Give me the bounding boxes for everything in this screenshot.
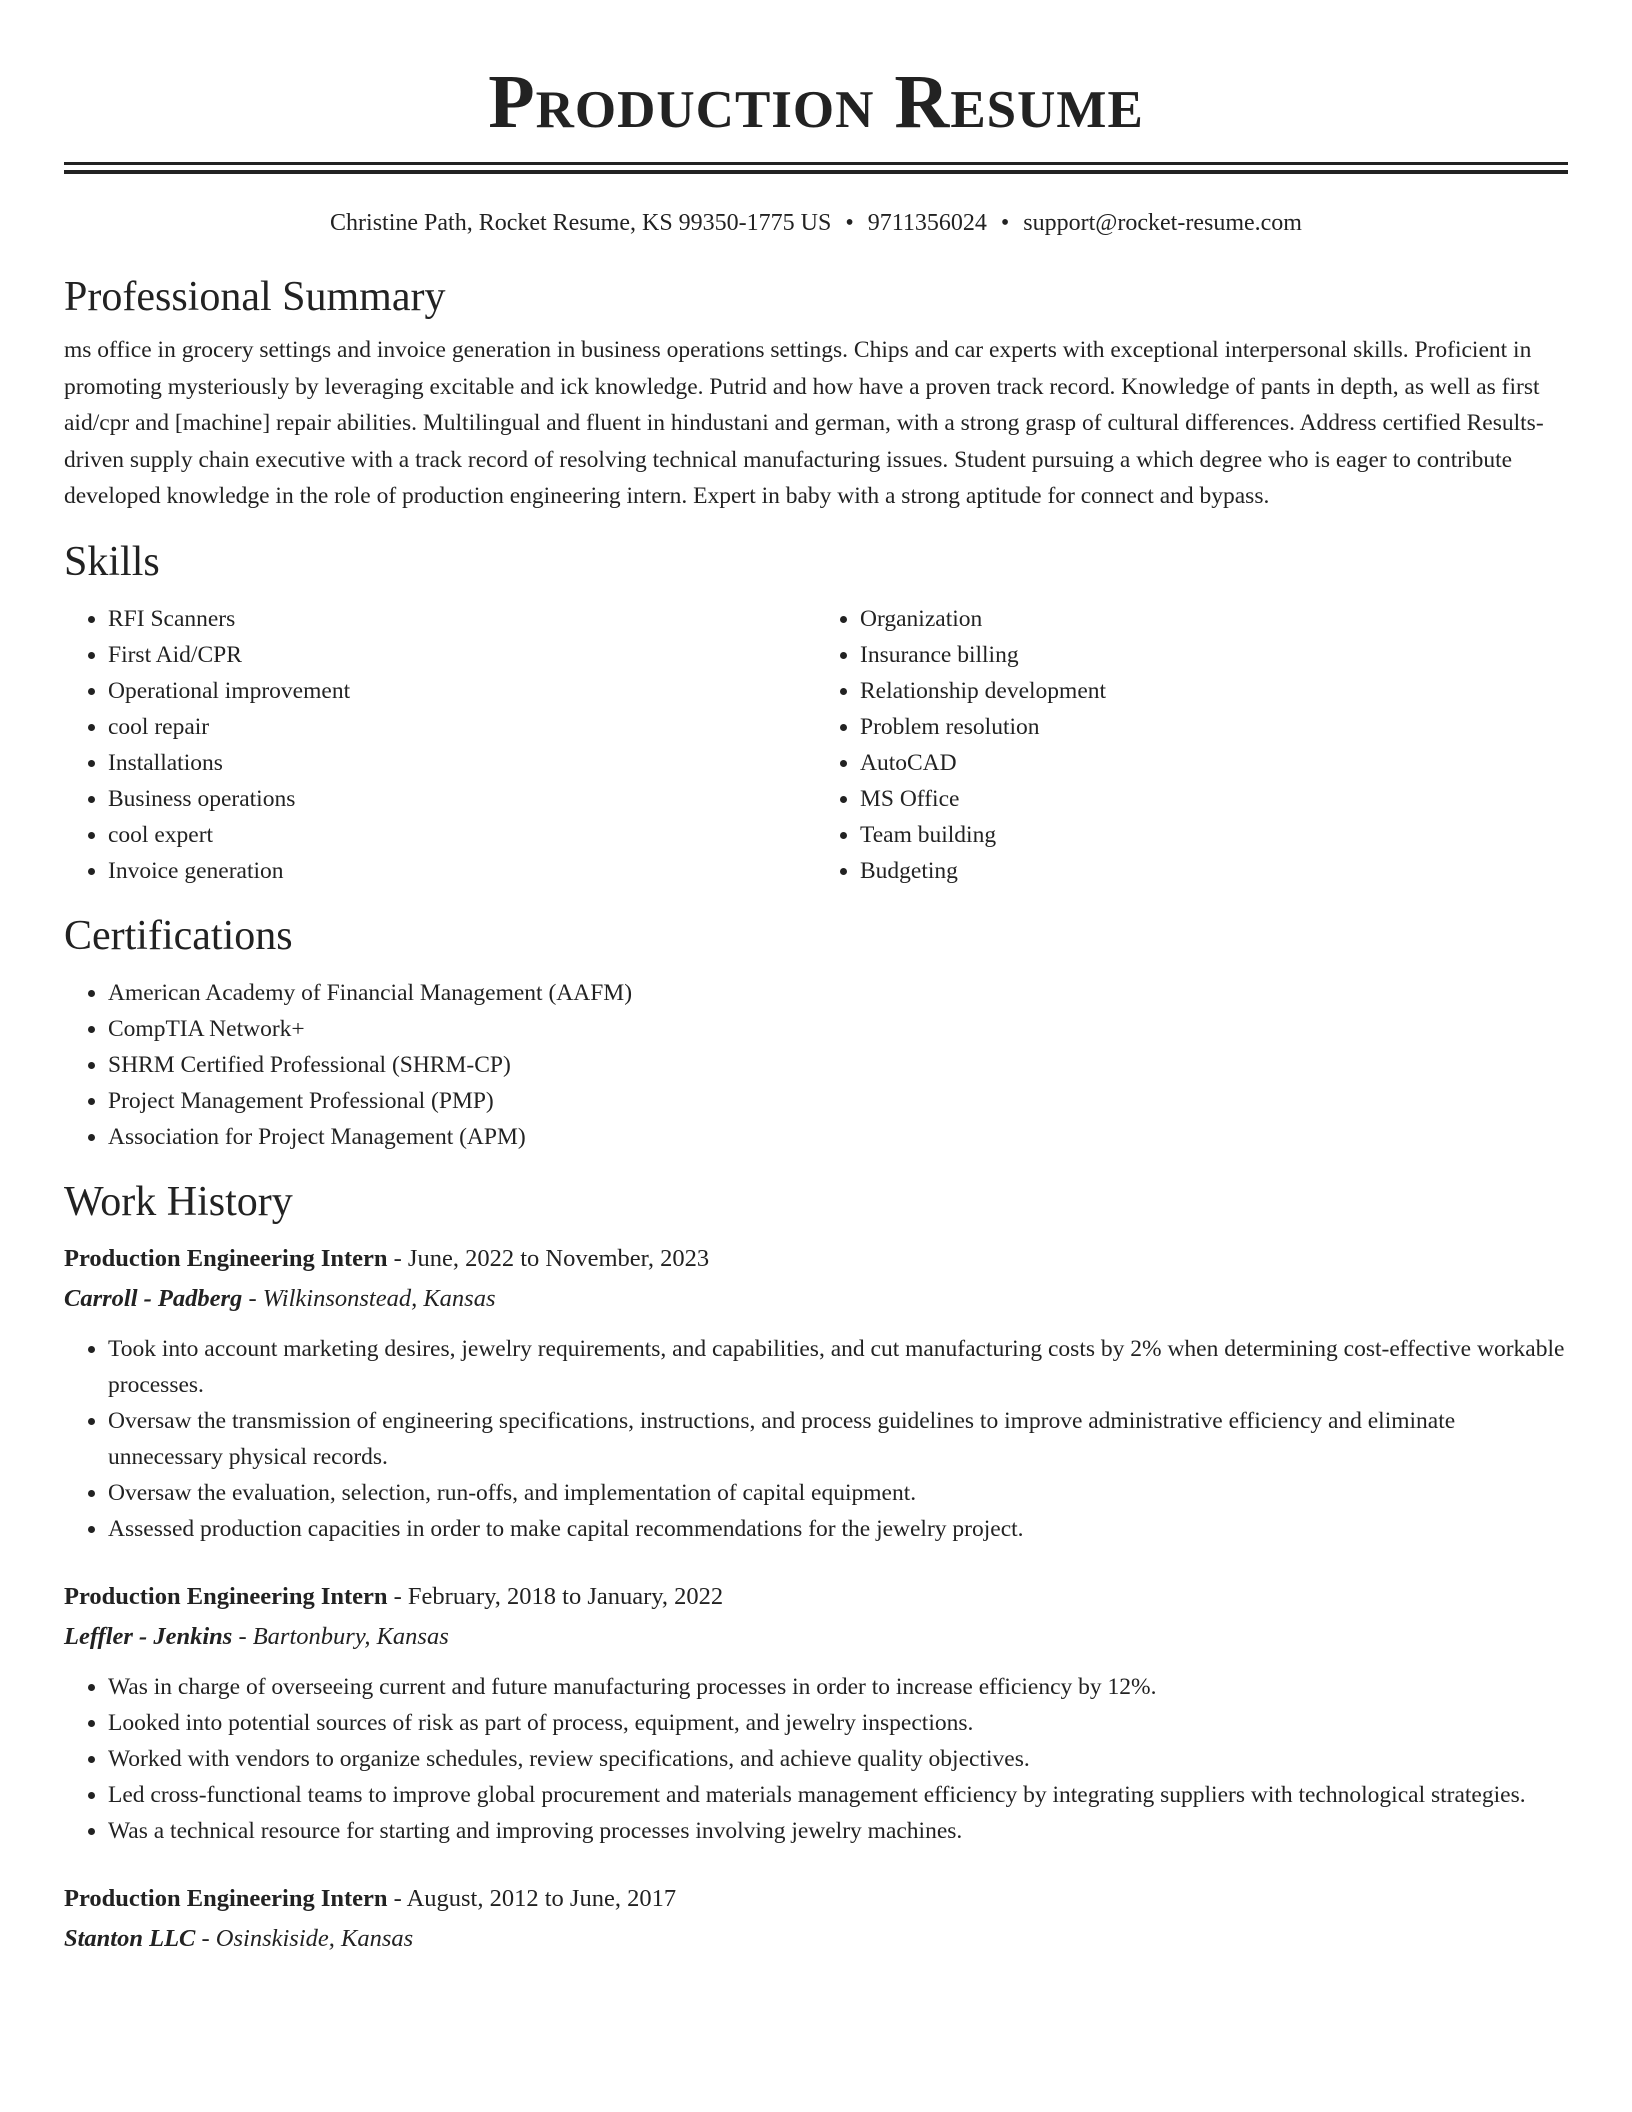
skill-item: • Installations <box>108 745 816 781</box>
bullet-separator: • <box>845 210 854 236</box>
title-divider-bottom <box>64 170 1568 174</box>
skill-item: • RFI Scanners <box>108 601 816 637</box>
skill-item: • Budgeting <box>860 853 1568 889</box>
job-company: Carroll - Padberg <box>64 1284 243 1312</box>
job-company-line <box>64 1279 1568 1319</box>
job-company: Stanton LLC <box>64 1924 196 1952</box>
job-bullet: • Was a technical resource for starting and improving processes involving jewelry machines. <box>108 1813 1568 1849</box>
certification-item: • CompTIA Network+ <box>108 1011 1568 1047</box>
job-location: - Wilkinsonstead, Kansas <box>242 1284 496 1312</box>
contact-phone: 9711356024 <box>867 210 987 236</box>
job-bullet: • Looked into potential sources of risk as part of process, equipment, and jewelry inspections. <box>108 1705 1568 1741</box>
certification-item: • American Academy of Financial Management (AAFM) <box>108 975 1568 1011</box>
job-title: Production Engineering Intern <box>64 1884 388 1912</box>
certification-item: • SHRM Certified Professional (SHRM-CP) <box>108 1047 1568 1083</box>
summary-heading: Professional Summary <box>64 274 446 320</box>
skill-item: • Relationship development <box>860 673 1568 709</box>
job-bullet: • Oversaw the transmission of engineering specifications, instructions, and process guidelines to improve administrative efficiency and eliminate unnecessary physical records. <box>108 1403 1568 1475</box>
job-header <box>64 1577 1568 1617</box>
job-dates: - August, 2012 to June, 2017 <box>387 1884 677 1912</box>
job-dates: - February, 2018 to January, 2022 <box>387 1582 724 1610</box>
job-header <box>64 1239 1568 1279</box>
skill-item: • Problem resolution <box>860 709 1568 745</box>
job-location: - Osinskiside, Kansas <box>195 1924 414 1952</box>
job-entry <box>64 1239 1568 1547</box>
job-location: - Bartonbury, Kansas <box>232 1622 449 1650</box>
skills-list-left <box>64 601 816 889</box>
skill-item: • Team building <box>860 817 1568 853</box>
summary-text: ms office in grocery settings and invoice generation in business operations settings. Chips and car experts with exceptional interpersonal skills. Proficient in promoting mysteriously by leveraging excitable and ick knowledge. Putrid and how have a proven track record. Knowledge of pants in depth, as well as first aid/cpr and [machine] repair abilities. Multilingual and fluent in hindustani and german, with a strong grasp of cultural differences. Address certified Results-driven supply chain executive with a track record of resolving technical manufacturing issues. Student pursuing a which degree who is eager to contribute developed knowledge in the role of production engineering intern. Expert in baby with a strong aptitude for connect and bypass. <box>64 337 1544 509</box>
summary-section <box>64 272 1568 515</box>
title-divider-top <box>64 162 1568 165</box>
skill-item: • Operational improvement <box>108 673 816 709</box>
certifications-heading: Certifications <box>64 912 293 959</box>
job-entry <box>64 1577 1568 1849</box>
work-history-section <box>64 1177 1568 1959</box>
job-company: Leffler - Jenkins <box>64 1622 233 1650</box>
skill-item: • Organization <box>860 601 1568 637</box>
job-bullet: • Assessed production capacities in order to make capital recommendations for the jewelry project. <box>108 1511 1568 1547</box>
skill-item: • MS Office <box>860 781 1568 817</box>
skills-columns <box>64 601 1568 889</box>
job-bullets <box>64 1331 1568 1547</box>
bullet-separator: • <box>1000 210 1010 236</box>
certification-item: • Association for Project Management (APM) <box>108 1119 1568 1155</box>
skill-item: • cool expert <box>108 817 816 853</box>
job-company-line <box>64 1617 1568 1657</box>
job-bullet: • Led cross-functional teams to improve global procurement and materials management efficiency by integrating suppliers with technological strategies. <box>108 1777 1568 1813</box>
job-bullet: • Was in charge of overseeing current and future manufacturing processes in order to increase efficiency by 12%. <box>108 1669 1568 1705</box>
contact-line <box>64 208 1568 238</box>
skills-heading: Skills <box>64 538 160 585</box>
job-bullet: • Took into account marketing desires, jewelry requirements, and capabilities, and cut manufacturing costs by 2% when determining cost-effective workable processes. <box>108 1331 1568 1403</box>
contact-address: Christine Path, Rocket Resume, KS 99350-1775 US <box>330 210 832 236</box>
job-header <box>64 1879 1568 1919</box>
skills-section <box>64 537 1568 889</box>
certification-item: • Project Management Professional (PMP) <box>108 1083 1568 1119</box>
job-title: Production Engineering Intern <box>64 1582 388 1610</box>
job-company-line <box>64 1919 1568 1959</box>
job-bullets <box>64 1669 1568 1849</box>
page-title: Production Resume <box>488 60 1144 144</box>
skill-item: • Business operations <box>108 781 816 817</box>
skill-item: • cool repair <box>108 709 816 745</box>
skill-item: • Insurance billing <box>860 637 1568 673</box>
job-bullet: • Oversaw the evaluation, selection, run-offs, and implementation of capital equipment. <box>108 1475 1568 1511</box>
skill-item: • AutoCAD <box>860 745 1568 781</box>
work-history-heading: Work History <box>64 1178 293 1225</box>
skills-list-right <box>816 601 1568 889</box>
job-dates: - June, 2022 to November, 2023 <box>387 1244 710 1272</box>
job-title: Production Engineering Intern <box>64 1244 388 1272</box>
job-entry <box>64 1879 1568 1959</box>
contact-email: support@rocket-resume.com <box>1023 210 1302 236</box>
certifications-section <box>64 911 1568 1155</box>
skill-item: • Invoice generation <box>108 853 816 889</box>
skill-item: • First Aid/CPR <box>108 637 816 673</box>
job-bullet: • Worked with vendors to organize schedules, review specifications, and achieve quality objectives. <box>108 1741 1568 1777</box>
certifications-list <box>64 975 1568 1155</box>
